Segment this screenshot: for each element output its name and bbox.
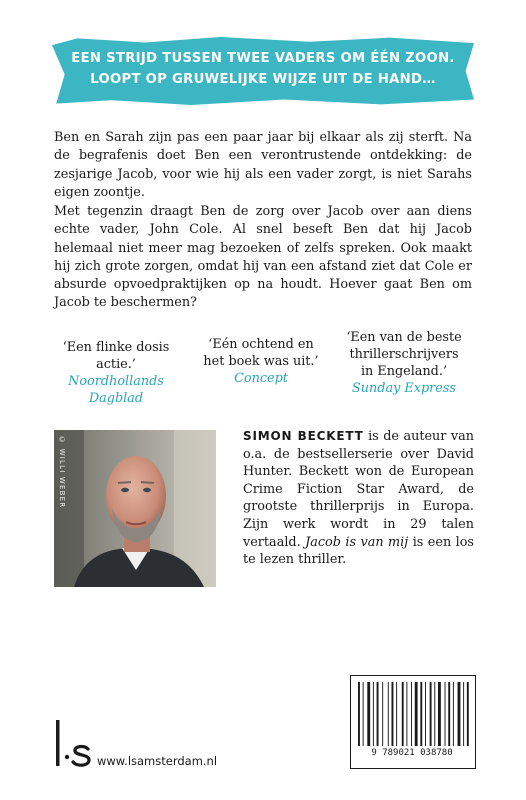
barcode-bar (430, 682, 432, 746)
review-quote-text: het boek was uit.’ (203, 354, 319, 369)
review-quote-2 (196, 336, 326, 387)
barcode-bar (396, 682, 397, 746)
isbn-number: 9 789021 038780 (371, 748, 453, 758)
review-source: Sunday Express (352, 381, 456, 396)
review-quote-text: thrillerschrijvers (349, 347, 459, 362)
barcode-bar (434, 682, 435, 746)
author-bio (243, 428, 474, 569)
barcode-bar (388, 682, 389, 746)
review-quote-3 (334, 329, 474, 397)
review-quote-text: ‘Een flinke dosis actie.’ (62, 340, 170, 372)
tagline-line-2: LOOPT OP GRUWELIJKE WIJZE UIT DE HAND… (90, 72, 436, 87)
author-name: SIMON BECKETT (243, 429, 364, 443)
review-quote-text: ‘Een van de beste (346, 330, 462, 345)
photo-credit: © WILLI WEBER (58, 436, 66, 509)
barcode-bar (367, 682, 370, 746)
review-source: Dagblad (88, 391, 144, 406)
barcode-bar (373, 682, 374, 746)
publisher-logo (54, 720, 94, 770)
author-portrait-image (54, 430, 216, 587)
barcode-bar (445, 682, 446, 746)
barcode-bar (425, 682, 426, 746)
book-title: Jacob is van mij (305, 534, 409, 550)
barcode-bar (458, 682, 461, 746)
bio-text-1: is de auteur van o.a. de bestsellerserie over David Hunter. Beckett won de European Crime Fiction Star Award, de grootste thrillerprijs in Europa. Zijn werk wordt in 29 talen vertaald. (243, 429, 474, 550)
barcode-bar (363, 682, 364, 746)
tagline-line-1: EEN STRIJD TUSSEN TWEE VADERS OM ÉÉN ZOON. (71, 51, 455, 66)
publisher-url[interactable]: www.lsamsterdam.nl (97, 754, 218, 768)
barcode-bar (411, 682, 412, 746)
review-source: Concept (234, 371, 288, 386)
review-quote-text: in Engeland.’ (360, 364, 448, 379)
barcode-bar (448, 682, 450, 746)
review-quote-text: ‘Eén ochtend en (208, 337, 314, 352)
author-photo (54, 430, 216, 587)
barcode-bar (415, 682, 418, 746)
blurb-paragraph-2: Met tegenzin draagt Ben de zorg over Jacob over aan diens echte vader, John Cole. Al snel beseft Ben dat hij Jacob helemaal niet meer mag bezoeken of zelfs spreken. Ook maakt hij zich grote zorgen, omdat hij van een afstand ziet dat Cole er absurde opvoedpraktijken op na houdt. Hoever gaat Ben om Jacob te beschermen? (54, 204, 472, 311)
barcode-bar (402, 682, 404, 746)
barcode-bar (406, 682, 407, 746)
blurb-paragraph-1: Ben en Sarah zijn pas een paar jaar bij elkaar als zij sterft. Na de begrafenis doet Ben een verontrustende ontdekking: de zesjarige Jacob, voor wie hij als een vader zorgt, is niet Sarahs eigen zoontje. (54, 130, 472, 200)
tagline (52, 48, 474, 90)
barcode-bar (377, 682, 379, 746)
bio-text-2: is een los te lezen thriller. (243, 534, 474, 568)
review-quote-1 (46, 339, 186, 407)
barcode-bar (420, 682, 422, 746)
barcode-bar (358, 682, 360, 746)
barcode-bar (438, 682, 441, 746)
barcode-bar (453, 682, 454, 746)
review-source: Noordhollands (68, 374, 164, 389)
barcode-bar (463, 682, 464, 746)
barcode-bar (467, 682, 469, 746)
barcode-bar (382, 682, 383, 746)
barcode-bar (392, 682, 394, 746)
